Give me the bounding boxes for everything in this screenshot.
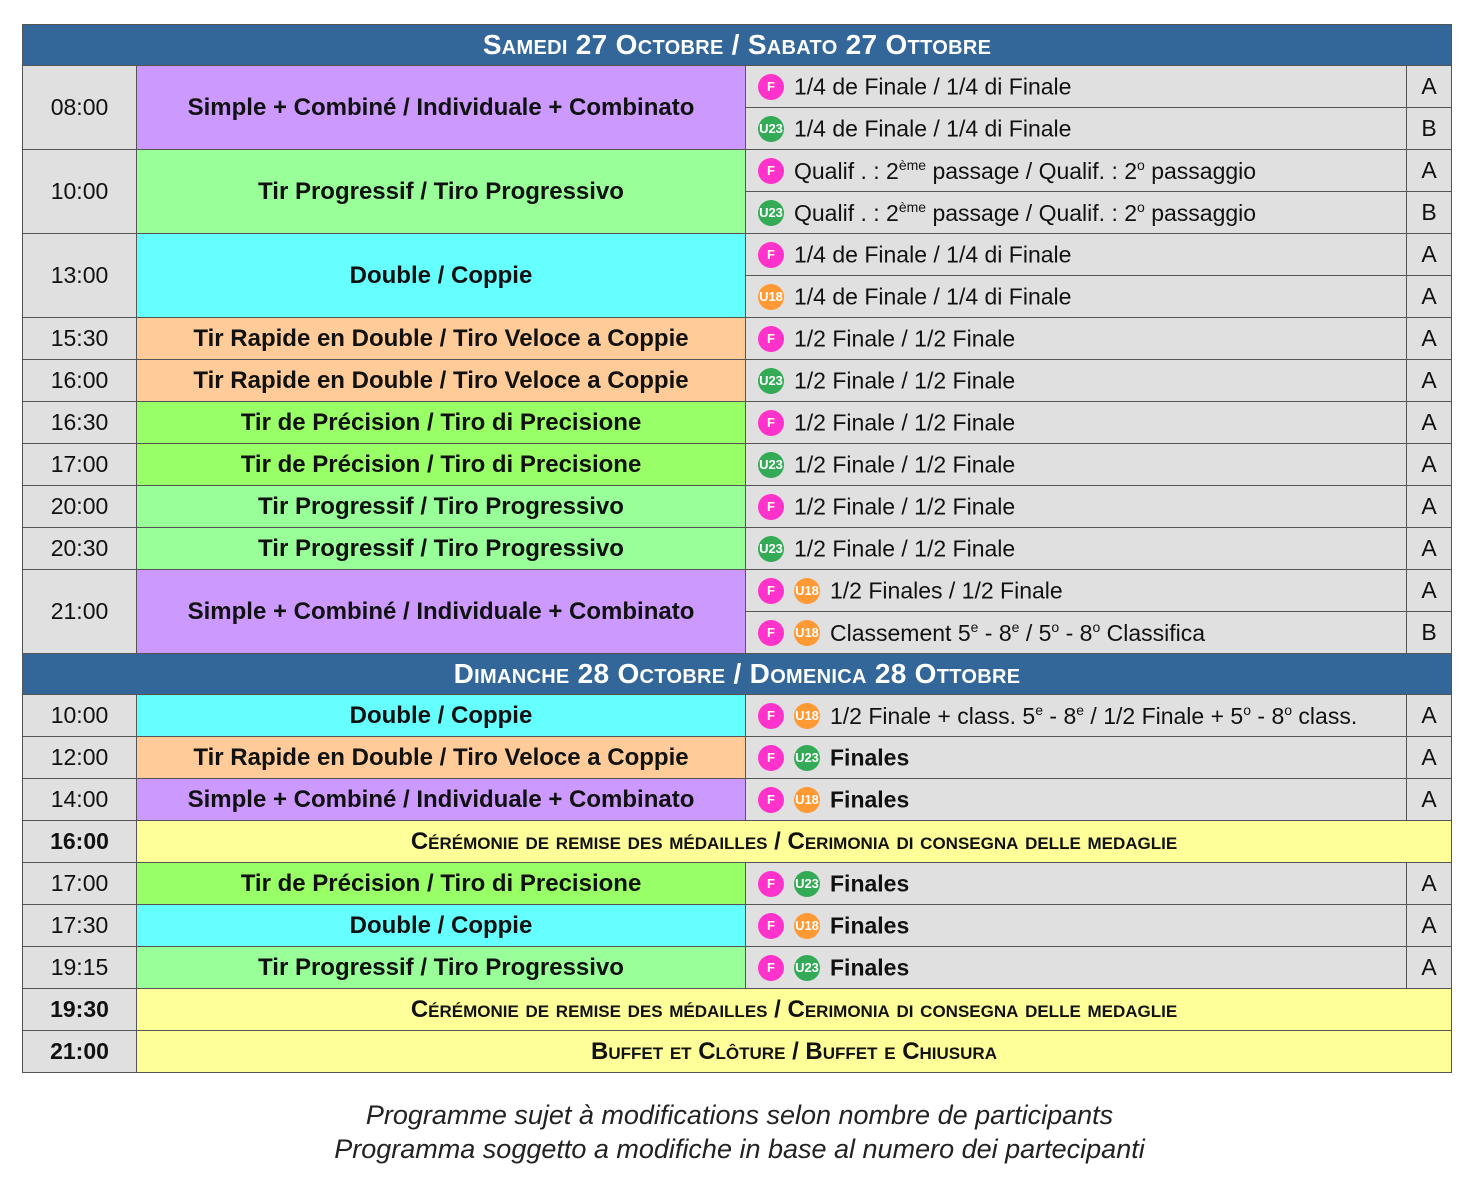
category-badge-f: F	[758, 74, 784, 100]
group-cell: A	[1407, 570, 1452, 612]
discipline-cell: Tir Progressif / Tiro Progressivo	[137, 528, 746, 570]
group-cell: A	[1407, 905, 1452, 947]
schedule-table	[22, 24, 1452, 1073]
category-badge-f: F	[758, 326, 784, 352]
phase-label: 1/4 de Finale / 1/4 di Finale	[794, 241, 1072, 268]
category-badge-f: F	[758, 955, 784, 981]
phase-label: 1/2 Finale / 1/2 Finale	[794, 367, 1016, 394]
discipline-cell: Tir de Précision / Tiro di Precisione	[137, 444, 746, 486]
time-cell: 15:30	[23, 318, 137, 360]
category-badge-u18: U18	[794, 703, 820, 729]
discipline-cell: Simple + Combiné / Individuale + Combinato	[137, 66, 746, 150]
phase-cell	[746, 863, 1407, 905]
category-badge-u18: U18	[794, 578, 820, 604]
phase-cell	[746, 737, 1407, 779]
phase-label: Finales	[830, 786, 910, 813]
time-cell: 21:00	[23, 570, 137, 654]
group-cell: A	[1407, 444, 1452, 486]
category-badge-u23: U23	[758, 200, 784, 226]
phase-cell	[746, 570, 1407, 612]
category-badge-f: F	[758, 871, 784, 897]
phase-cell	[746, 695, 1407, 737]
phase-label: 1/2 Finale / 1/2 Finale	[794, 535, 1016, 562]
phase-cell	[746, 779, 1407, 821]
time-cell: 16:00	[23, 821, 137, 863]
discipline-cell: Tir de Précision / Tiro di Precisione	[137, 402, 746, 444]
phase-cell	[746, 402, 1407, 444]
group-cell: A	[1407, 486, 1452, 528]
discipline-cell: Tir de Précision / Tiro di Precisione	[137, 863, 746, 905]
group-cell: A	[1407, 737, 1452, 779]
discipline-cell: Tir Rapide en Double / Tiro Veloce a Coppie	[137, 360, 746, 402]
category-badge-u18: U18	[794, 787, 820, 813]
time-cell: 10:00	[23, 695, 137, 737]
ceremony-cell: Cérémonie de remise des médailles / Cerimonia di consegna delle medaglie	[137, 821, 1452, 863]
category-badge-f: F	[758, 578, 784, 604]
schedule-row	[23, 150, 1452, 192]
phase-cell	[746, 486, 1407, 528]
time-cell: 17:30	[23, 905, 137, 947]
phase-cell	[746, 66, 1407, 108]
category-badge-f: F	[758, 913, 784, 939]
schedule-row	[23, 234, 1452, 276]
time-cell: 17:00	[23, 863, 137, 905]
group-cell: A	[1407, 779, 1452, 821]
schedule-row	[23, 570, 1452, 612]
phase-label: 1/2 Finale / 1/2 Finale	[794, 493, 1016, 520]
discipline-cell: Double / Coppie	[137, 905, 746, 947]
phase-cell	[746, 234, 1407, 276]
schedule-row	[23, 402, 1452, 444]
footer-note-it: Programma soggetto a modifiche in base al numero dei partecipanti	[334, 1134, 1145, 1164]
discipline-cell: Tir Rapide en Double / Tiro Veloce a Coppie	[137, 318, 746, 360]
time-cell: 13:00	[23, 234, 137, 318]
schedule-row	[23, 905, 1452, 947]
category-badge-u23: U23	[794, 745, 820, 771]
phase-label: 1/4 de Finale / 1/4 di Finale	[794, 115, 1072, 142]
time-cell: 19:30	[23, 989, 137, 1031]
category-badge-f: F	[758, 620, 784, 646]
time-cell: 14:00	[23, 779, 137, 821]
time-cell: 10:00	[23, 150, 137, 234]
schedule-row	[23, 737, 1452, 779]
category-badge-u18: U18	[794, 913, 820, 939]
discipline-cell: Tir Progressif / Tiro Progressivo	[137, 947, 746, 989]
phase-cell	[746, 528, 1407, 570]
schedule-row	[23, 444, 1452, 486]
group-cell: A	[1407, 150, 1452, 192]
category-badge-u18: U18	[794, 620, 820, 646]
group-cell: A	[1407, 402, 1452, 444]
time-cell: 21:00	[23, 1031, 137, 1073]
category-badge-f: F	[758, 787, 784, 813]
group-cell: A	[1407, 234, 1452, 276]
category-badge-f: F	[758, 745, 784, 771]
phase-label: 1/4 de Finale / 1/4 di Finale	[794, 283, 1072, 310]
phase-cell	[746, 905, 1407, 947]
category-badge-u23: U23	[758, 116, 784, 142]
category-badge-f: F	[758, 703, 784, 729]
time-cell: 16:30	[23, 402, 137, 444]
day-header: Dimanche 28 Octobre / Domenica 28 Ottobre	[23, 654, 1452, 695]
phase-cell	[746, 150, 1407, 192]
phase-label: Finales	[830, 870, 910, 897]
category-badge-u18: U18	[758, 284, 784, 310]
phase-cell	[746, 612, 1407, 654]
phase-label: 1/2 Finale / 1/2 Finale	[794, 451, 1016, 478]
category-badge-u23: U23	[758, 452, 784, 478]
category-badge-f: F	[758, 494, 784, 520]
time-cell: 16:00	[23, 360, 137, 402]
phase-label: 1/2 Finale + class. 5e - 8e / 1/2 Finale + $5^o - 8^o$ class.	[830, 701, 1358, 729]
category-badge-f: F	[758, 158, 784, 184]
phase-cell	[746, 108, 1407, 150]
schedule-row	[23, 695, 1452, 737]
phase-cell	[746, 318, 1407, 360]
discipline-cell: Double / Coppie	[137, 695, 746, 737]
category-badge-f: F	[758, 410, 784, 436]
category-badge-u23: U23	[758, 368, 784, 394]
time-cell: 20:00	[23, 486, 137, 528]
group-cell: B	[1407, 108, 1452, 150]
discipline-cell: Tir Progressif / Tiro Progressivo	[137, 486, 746, 528]
footer-note-fr: Programme sujet à modifications selon nombre de participants	[365, 1100, 1114, 1130]
ceremony-cell: Cérémonie de remise des médailles / Cerimonia di consegna delle medaglie	[137, 989, 1452, 1031]
ceremony-cell: Buffet et Clôture / Buffet e Chiusura	[137, 1031, 1452, 1073]
phase-label: 1/2 Finale / 1/2 Finale	[794, 409, 1016, 436]
schedule-row	[23, 66, 1452, 108]
phase-label: Finales	[830, 744, 910, 771]
schedule-row	[23, 779, 1452, 821]
phase-label: Qualif . : 2ème passage / Qualif. : 2$^o$ passaggio	[794, 198, 1257, 226]
day-header: Samedi 27 Octobre / Sabato 27 Ottobre	[23, 25, 1452, 66]
phase-label: Classement 5e - 8e / 5$^o$ - 8$^o$ Classifica	[830, 618, 1206, 646]
group-cell: A	[1407, 66, 1452, 108]
discipline-cell: Simple + Combiné / Individuale + Combinato	[137, 570, 746, 654]
phase-cell	[746, 947, 1407, 989]
category-badge-u23: U23	[758, 536, 784, 562]
phase-label: 1/2 Finales / 1/2 Finale	[830, 577, 1063, 604]
group-cell: A	[1407, 863, 1452, 905]
discipline-cell: Double / Coppie	[137, 234, 746, 318]
discipline-cell: Simple + Combiné / Individuale + Combinato	[137, 779, 746, 821]
category-badge-f: F	[758, 242, 784, 268]
phase-cell	[746, 192, 1407, 234]
phase-label: 1/4 de Finale / 1/4 di Finale	[794, 73, 1072, 100]
phase-label: 1/2 Finale / 1/2 Finale	[794, 325, 1016, 352]
phase-label: Qualif . : 2ème passage / Qualif. : 2$^o$ passaggio	[794, 156, 1257, 184]
category-badge-u23: U23	[794, 955, 820, 981]
schedule-row	[23, 528, 1452, 570]
group-cell: A	[1407, 276, 1452, 318]
phase-label: Finales	[830, 912, 910, 939]
schedule-row	[23, 947, 1452, 989]
schedule-row	[23, 318, 1452, 360]
time-cell: 20:30	[23, 528, 137, 570]
discipline-cell: Tir Rapide en Double / Tiro Veloce a Coppie	[137, 737, 746, 779]
schedule-row	[23, 863, 1452, 905]
group-cell: A	[1407, 528, 1452, 570]
schedule-row	[23, 486, 1452, 528]
group-cell: B	[1407, 192, 1452, 234]
group-cell: A	[1407, 695, 1452, 737]
discipline-cell: Tir Progressif / Tiro Progressivo	[137, 150, 746, 234]
group-cell: A	[1407, 318, 1452, 360]
group-cell: A	[1407, 947, 1452, 989]
time-cell: 17:00	[23, 444, 137, 486]
phase-label: Finales	[830, 954, 910, 981]
category-badge-u23: U23	[794, 871, 820, 897]
group-cell: A	[1407, 360, 1452, 402]
schedule-row	[23, 989, 1452, 1031]
time-cell: 12:00	[23, 737, 137, 779]
phase-cell	[746, 360, 1407, 402]
phase-cell	[746, 444, 1407, 486]
time-cell: 19:15	[23, 947, 137, 989]
schedule-row	[23, 821, 1452, 863]
time-cell: 08:00	[23, 66, 137, 150]
schedule-row	[23, 1031, 1452, 1073]
phase-cell	[746, 276, 1407, 318]
group-cell: B	[1407, 612, 1452, 654]
schedule-row	[23, 360, 1452, 402]
